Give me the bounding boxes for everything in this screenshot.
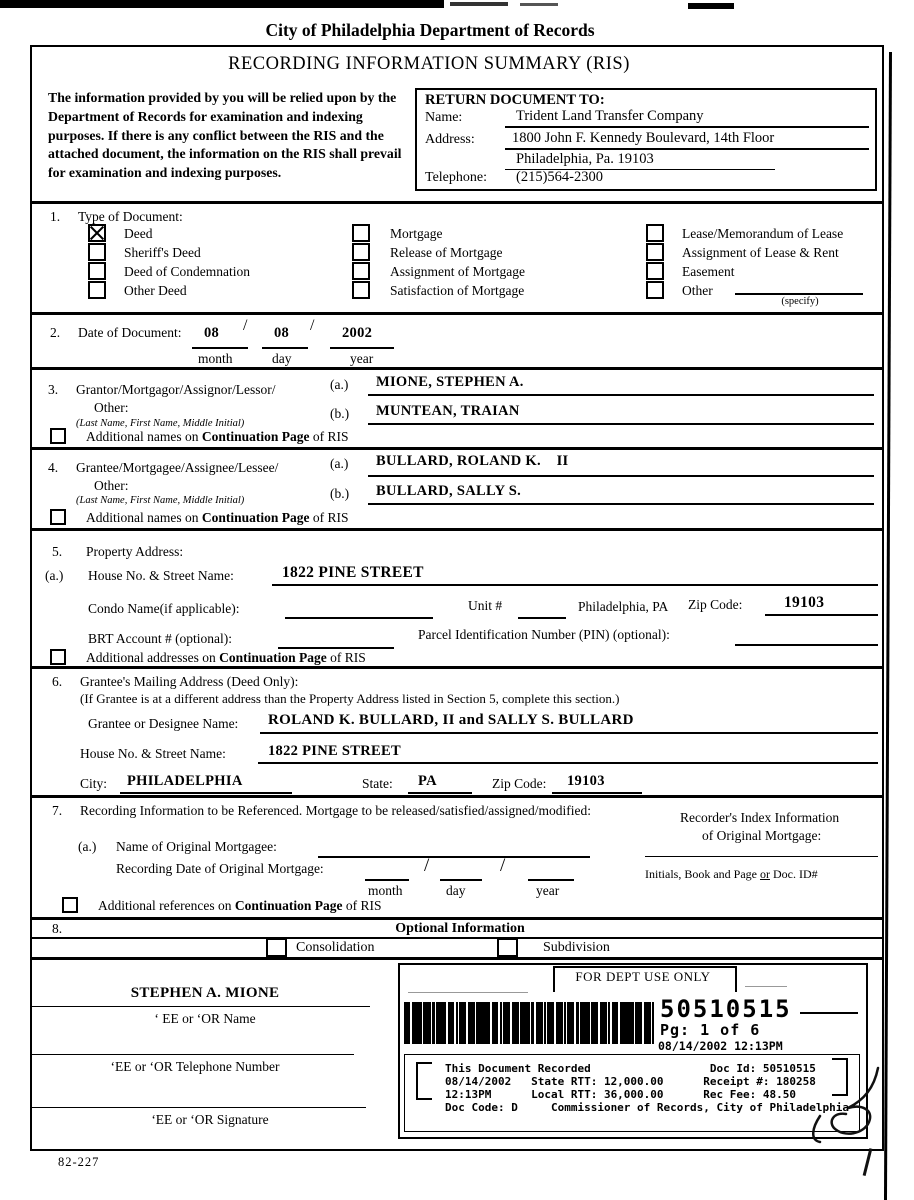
checkbox-assignment-lease-rent-label: Assignment of Lease & Rent	[682, 245, 839, 260]
date-month-underline	[192, 347, 248, 349]
ee-or-phone-line	[30, 1054, 354, 1055]
date-year-value: 2002	[342, 325, 373, 341]
form-number: 82-227	[58, 1155, 100, 1169]
city-label: City:	[80, 776, 108, 791]
barcode	[404, 1002, 654, 1044]
rec-slash-2: /	[500, 855, 506, 876]
recorder-index-line2: of Original Mortgage:	[702, 828, 822, 843]
initials-or: or	[759, 867, 770, 881]
section8-top-rule	[31, 917, 882, 920]
section3-number: 3.	[48, 382, 59, 397]
section3-additional-pre: Additional names on	[86, 429, 202, 444]
section7-number: 7.	[52, 803, 63, 818]
grantor-a-underline	[368, 394, 874, 396]
ee-or-name-value: STEPHEN A. MIONE	[130, 985, 280, 1001]
unit-label: Unit #	[468, 598, 503, 613]
return-to-title: RETURN DOCUMENT TO:	[425, 92, 605, 108]
original-mortgagee-underline	[318, 856, 590, 858]
section4-hint: (Last Name, First Name, Middle Initial)	[76, 495, 245, 506]
checkbox-easement-label: Easement	[682, 264, 735, 279]
section6-number: 6.	[52, 674, 63, 689]
section7-additional-text	[98, 898, 381, 914]
ee-or-signature-line	[30, 1107, 366, 1108]
section5-top-rule	[31, 528, 882, 531]
section4-number: 4.	[48, 460, 59, 475]
grantor-b-underline	[368, 423, 874, 425]
checkbox-other-deed-label: Other Deed	[124, 283, 187, 298]
house-street-underline-6	[258, 762, 878, 764]
date-month-label: month	[198, 351, 233, 366]
checkbox-release-of-mortgage	[352, 243, 370, 261]
section6-top-rule	[31, 666, 882, 669]
section3-hint: (Last Name, First Name, Middle Initial)	[76, 418, 245, 429]
section8-number: 8.	[52, 921, 63, 936]
date-year-label: year	[350, 351, 374, 366]
recorder-index-line1: Recorder's Index Information	[680, 810, 840, 825]
grantee-b-underline	[368, 503, 874, 505]
original-mortgagee-label: Name of Original Mortgagee:	[116, 839, 277, 854]
recorded-datetime: 08/14/2002 12:13PM	[658, 1039, 783, 1053]
checkbox-lease-memorandum	[646, 224, 664, 242]
section8-title: Optional Information	[395, 921, 525, 936]
rec-year-label: year	[536, 883, 560, 898]
rec-year-underline	[528, 879, 574, 881]
scan-artifact-dash	[520, 3, 558, 6]
section7-top-rule	[31, 795, 882, 798]
recorder-index-underline	[645, 856, 878, 857]
rec-slash-1: /	[424, 855, 430, 876]
section4-top-rule	[31, 447, 882, 450]
checkbox-assignment-of-mortgage-label: Assignment of Mortgage	[390, 264, 525, 279]
rec-month-underline	[365, 879, 409, 881]
checkbox-assignment-lease-rent	[646, 243, 664, 261]
initials-post: Doc. ID#	[769, 867, 818, 881]
checkbox-other	[646, 281, 664, 299]
rec-day-underline	[440, 879, 482, 881]
checkbox-satisfaction-of-mortgage-label: Satisfaction of Mortgage	[390, 283, 525, 298]
section6-label: Grantee's Mailing Address (Deed Only):	[80, 674, 299, 689]
checkbox-additional-names-3	[50, 428, 66, 444]
date-year-underline	[330, 347, 394, 349]
section4-a-label: (a.)	[330, 456, 349, 471]
specify-label: (specify)	[781, 296, 819, 307]
section5-additional-text	[86, 650, 366, 666]
zip-label-6: Zip Code:	[492, 776, 547, 791]
recording-date-label: Recording Date of Original Mortgage:	[116, 861, 324, 876]
checkbox-easement	[646, 262, 664, 280]
return-name-value: Trident Land Transfer Company	[516, 108, 704, 124]
brt-account-underline	[278, 647, 394, 649]
date-day-underline	[262, 347, 308, 349]
section6-note: (If Grantee is at a different address than the Property Address listed in Section 5, complete this section.)	[80, 691, 620, 706]
checkbox-sheriffs-deed-label: Sheriff's Deed	[124, 245, 201, 260]
grantor-b-value: MUNTEAN, TRAIAN	[376, 403, 520, 419]
checkbox-consolidation	[266, 938, 287, 957]
section5-additional-pre: Additional addresses on	[86, 650, 220, 665]
house-street-label-6: House No. & Street Name:	[80, 746, 226, 761]
stamp-bracket-left	[416, 1062, 432, 1100]
grantee-a-value: BULLARD, ROLAND K. II	[376, 453, 569, 469]
page-edge-line	[884, 52, 892, 1200]
house-street-underline-5	[272, 584, 878, 586]
return-address-line1: 1800 John F. Kennedy Boulevard, 14th Floor	[512, 130, 775, 146]
date-day-value: 08	[274, 325, 290, 341]
section7-a-label: (a.)	[78, 839, 97, 854]
date-slash-1: /	[243, 317, 248, 334]
zip-value-5: 19103	[784, 594, 825, 611]
scan-artifact-dash	[450, 2, 508, 6]
city-underline	[120, 792, 292, 794]
pin-label: Parcel Identification Number (PIN) (optional):	[418, 627, 670, 642]
grantor-a-value: MIONE, STEPHEN A.	[376, 374, 524, 390]
section8-divider	[31, 937, 882, 939]
scan-artifact-dash	[688, 3, 734, 9]
zip-value-6: 19103	[567, 773, 605, 789]
ee-or-name-label: ‘ EE or ‘OR Name	[154, 1011, 256, 1026]
scan-dash	[745, 986, 787, 987]
section3-a-label: (a.)	[330, 377, 349, 392]
section7-additional-post: of RIS	[342, 898, 382, 913]
section7-additional-bold: Continuation Page	[234, 898, 343, 913]
zip-label-5: Zip Code:	[688, 597, 743, 612]
zip-underline-5	[765, 614, 878, 616]
section3-additional-text	[86, 429, 349, 445]
stamp-line-2: 08/14/2002 State RTT: 12,000.00 Receipt #: 180258	[445, 1075, 816, 1088]
section3-label-line1: Grantor/Mortgagor/Assignor/Lessor/	[76, 382, 276, 397]
stamp-line-3: 12:13PM Local RTT: 36,000.00 Rec Fee: 48.50	[445, 1088, 796, 1101]
grantee-designee-value: ROLAND K. BULLARD, II and SALLY S. BULLARD	[268, 712, 634, 728]
section4-additional-bold: Continuation Page	[201, 510, 310, 525]
city-value: PHILADELPHIA	[127, 773, 243, 789]
initials-pre: Initials, Book and Page	[645, 867, 760, 881]
return-address-line2: Philadelphia, Pa. 19103	[516, 151, 654, 167]
rec-day-label: day	[446, 883, 466, 898]
section2-label: Date of Document:	[78, 325, 182, 340]
condo-name-underline	[285, 617, 433, 619]
checkbox-satisfaction-of-mortgage	[352, 281, 370, 299]
checkbox-subdivision	[497, 938, 518, 957]
checkbox-lease-memorandum-label: Lease/Memorandum of Lease	[682, 226, 844, 241]
subdivision-label: Subdivision	[543, 940, 610, 955]
return-address-underline	[505, 148, 869, 150]
section2-top-rule	[31, 312, 882, 315]
section5-a-label: (a.)	[45, 568, 64, 583]
section3-additional-bold: Continuation Page	[201, 429, 310, 444]
return-address-label: Address:	[425, 132, 475, 147]
checkbox-mortgage-label: Mortgage	[390, 226, 443, 241]
section3-b-label: (b.)	[330, 406, 350, 421]
section7-label: Recording Information to be Referenced. Mortgage to be released/satisfied/assigned/modified:	[80, 803, 591, 818]
section4-additional-post: of RIS	[309, 510, 349, 525]
stamp-line-4: Doc Code: D Commissioner of Records, City of Philadelphia	[445, 1101, 849, 1114]
section1-label: Type of Document:	[78, 209, 183, 224]
state-label: State:	[362, 776, 393, 791]
section7-additional-pre: Additional references on	[98, 898, 235, 913]
checkbox-additional-names-4	[50, 509, 66, 525]
section1-number: 1.	[50, 209, 61, 224]
form-title: RECORDING INFORMATION SUMMARY (RIS)	[228, 54, 630, 74]
checkbox-sheriffs-deed	[88, 243, 106, 261]
checkbox-deed-of-condemnation-label: Deed of Condemnation	[124, 264, 250, 279]
checkbox-other-deed	[88, 281, 106, 299]
section4-b-label: (b.)	[330, 486, 350, 501]
grantee-b-value: BULLARD, SALLY S.	[376, 483, 522, 499]
scan-artifact-bar	[0, 0, 444, 8]
section5-additional-bold: Continuation Page	[219, 650, 327, 665]
section3-label-line2: Other:	[94, 400, 129, 415]
return-name-label: Name:	[425, 110, 463, 125]
house-street-value-6: 1822 PINE STREET	[268, 743, 401, 759]
checkbox-deed-label: Deed	[124, 226, 153, 241]
section5-number: 5.	[52, 544, 63, 559]
grantee-designee-label: Grantee or Designee Name:	[88, 716, 239, 731]
return-telephone-label: Telephone:	[425, 170, 487, 185]
ee-or-signature-label: ‘EE or ‘OR Signature	[151, 1112, 269, 1127]
section4-additional-pre: Additional names on	[86, 510, 202, 525]
brt-account-label: BRT Account # (optional):	[88, 631, 233, 646]
zip-underline-6	[552, 792, 642, 794]
checkbox-additional-references-7	[62, 897, 78, 913]
section3-additional-post: of RIS	[309, 429, 349, 444]
section4-additional-text	[86, 510, 349, 526]
ee-or-phone-label: ‘EE or ‘OR Telephone Number	[110, 1059, 280, 1074]
city-state-static: Philadelphia, PA	[578, 599, 669, 614]
other-specify-underline	[735, 293, 863, 295]
checkbox-deed	[88, 224, 106, 242]
date-month-value: 08	[204, 325, 220, 341]
date-slash-2: /	[310, 317, 315, 334]
return-telephone-value: (215)564-2300	[516, 169, 603, 185]
state-value: PA	[418, 773, 437, 789]
checkbox-deed-of-condemnation	[88, 262, 106, 280]
ee-or-name-line	[30, 1006, 370, 1007]
grantee-a-underline	[368, 475, 874, 477]
section2-number: 2.	[50, 325, 61, 340]
rec-month-label: month	[368, 883, 403, 898]
doc-number-side-line	[800, 1012, 858, 1014]
checkbox-release-of-mortgage-label: Release of Mortgage	[390, 245, 503, 260]
checkbox-additional-addresses-5	[50, 649, 66, 665]
section5-label: Property Address:	[86, 544, 184, 559]
checkbox-assignment-of-mortgage	[352, 262, 370, 280]
unit-underline	[518, 617, 566, 619]
scan-dash	[408, 992, 528, 993]
page-info: Pg: 1 of 6	[660, 1021, 761, 1039]
house-street-value-5: 1822 PINE STREET	[282, 564, 424, 581]
initials-book-page-text	[645, 868, 818, 882]
section8-bottom-rule	[31, 957, 882, 960]
section3-top-rule	[31, 367, 882, 370]
section4-label-line1: Grantee/Mortgagee/Assignee/Lessee/	[76, 460, 279, 475]
state-underline	[408, 792, 472, 794]
pin-underline	[735, 644, 878, 646]
doc-number: 50510515	[660, 995, 792, 1023]
section5-additional-post: of RIS	[326, 650, 366, 665]
section1-top-rule	[31, 201, 882, 204]
condo-name-label: Condo Name(if applicable):	[88, 601, 240, 616]
checkbox-other-label: Other	[682, 283, 713, 298]
intro-paragraph: The information provided by you will be relied upon by the Department of Records for examination and indexing purposes. If there is any conflict between the RIS and the attached document, the information on the RIS shall prevail for examination and indexing purposes.	[48, 90, 402, 180]
dept-use-header: FOR DEPT USE ONLY	[575, 969, 711, 984]
consolidation-label: Consolidation	[296, 940, 375, 955]
return-name-underline	[505, 126, 869, 128]
grantee-designee-underline	[260, 732, 878, 734]
checkbox-mortgage	[352, 224, 370, 242]
section4-label-line2: Other:	[94, 478, 129, 493]
house-street-label-5: House No. & Street Name:	[88, 568, 234, 583]
stamp-line-1: This Document Recorded Doc Id: 50510515	[445, 1062, 816, 1075]
date-day-label: day	[272, 351, 292, 366]
page-title: City of Philadelphia Department of Records	[265, 20, 595, 40]
